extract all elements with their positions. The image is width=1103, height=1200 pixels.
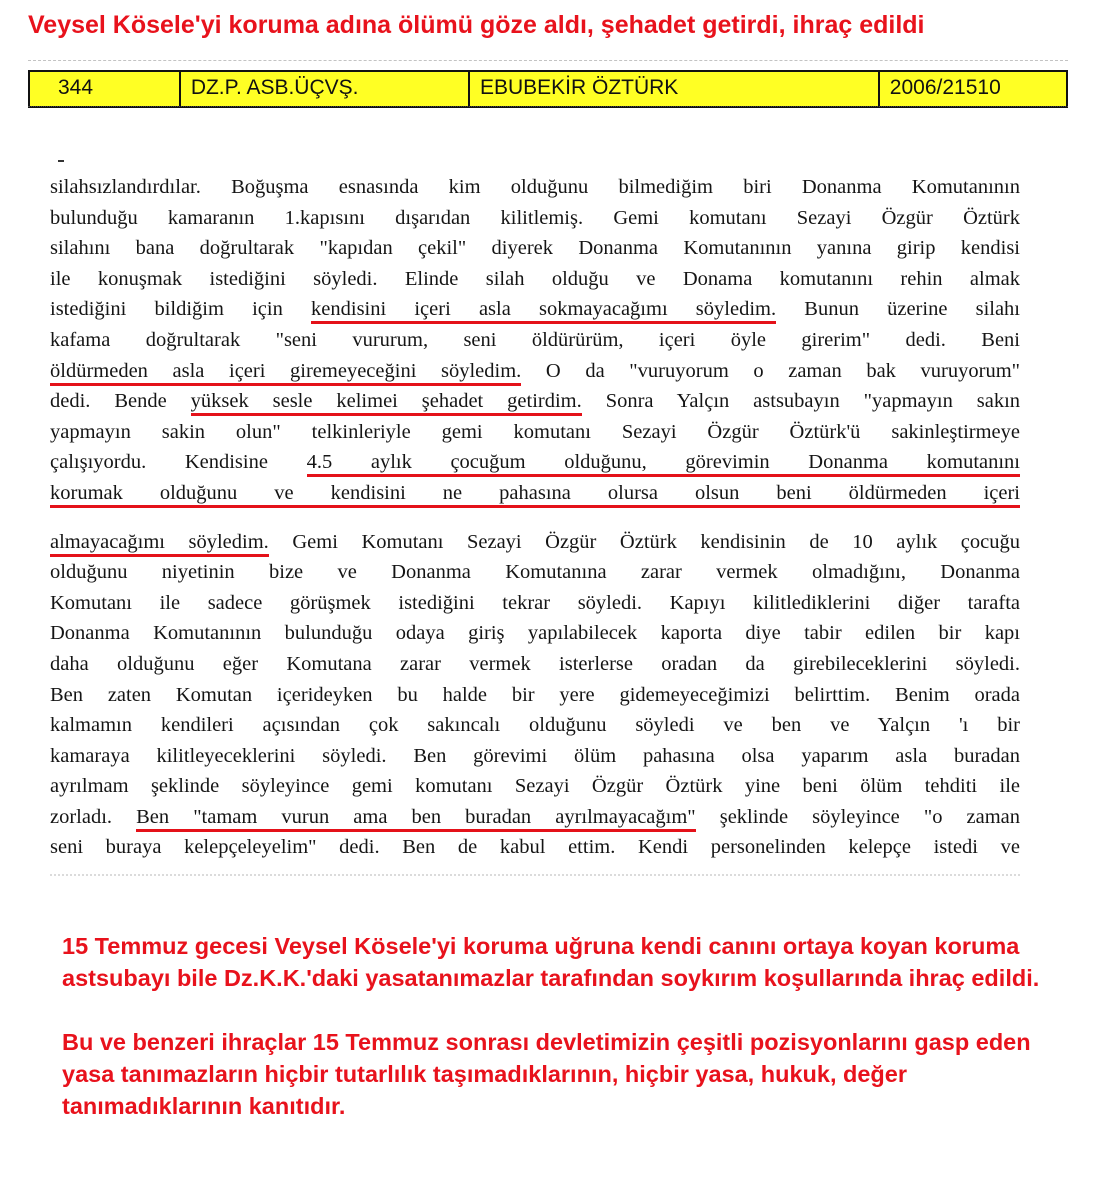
- text-segment: şeklinde söyleyince "o zaman: [719, 805, 1021, 828]
- commentary-paragraph-1: 15 Temmuz gecesi Veysel Kösele'yi koruma uğruna kendi canını ortaya koyan koruma astsubayı bile Dz.K.K.'daki yasatanımazlar tarafından soykırım koşullarında ihraç edildi.: [62, 933, 1040, 991]
- text-line: [50, 527, 1020, 558]
- text-segment: zorladı.: [50, 805, 113, 828]
- text-line: daha olduğunu eğer Komutana zarar vermek isterlerse oradan da girebileceklerini söyledi.: [50, 652, 1020, 675]
- underlined-phrase: 4.5 aylık çocuğum olduğunu, görevimin Donanma komutanını: [307, 451, 1020, 477]
- text-segment: Sonra Yalçın astsubayın "yapmayın sakın: [605, 390, 1021, 413]
- text-line: Ben zaten Komutan içerideyken bu halde bir yere gidemeyeceğimizi belirttim. Benim orada: [50, 683, 1020, 706]
- headline: Veysel Kösele'yi koruma adına ölümü göze aldı, şehadet getirdi, ihraç edildi: [28, 11, 925, 39]
- reference-cell: 2006/21510: [880, 72, 1068, 106]
- text-line: yapmayın sakin olun" telkinleriyle gemi komutanı Sezayi Özgür Öztürk'ü sakinleştirmeye: [50, 420, 1020, 443]
- text-line: Komutanı ile sadece görüşmek istediğini tekrar söyledi. Kapıyı kilitlediklerini diğer tarafta: [50, 591, 1020, 614]
- underlined-phrase: korumak olduğunu ve kendisini ne pahasına olursa olsun beni öldürmeden içeri: [50, 482, 1020, 508]
- text-segment: O da "vuruyorum o zaman bak vuruyorum": [545, 359, 1021, 382]
- row-number-cell: 344: [28, 72, 181, 106]
- document-table-strip: [28, 60, 1068, 112]
- text-segment: istediğini bildiğim için: [50, 298, 283, 321]
- cropped-text-line: [50, 874, 1020, 890]
- table-row-above-partial: [28, 60, 1068, 69]
- text-line: [50, 802, 1020, 833]
- name-cell: EBUBEKİR ÖZTÜRK: [470, 72, 880, 106]
- text-line: [50, 386, 1020, 417]
- text-segment: çalışıyordu. Kendisine: [50, 451, 268, 474]
- text-line: kalmamın kendileri açısından çok sakıncalı olduğunu söyledi ve ben ve Yalçın 'ı bir: [50, 714, 1020, 737]
- text-line: [50, 478, 1020, 509]
- text-line: [50, 447, 1020, 478]
- text-line: bulunduğu kamaranın 1.kapısını dışarıdan kilitlemiş. Gemi komutanı Sezayi Özgür Öztürk: [50, 206, 1020, 229]
- text-line: [50, 294, 1020, 325]
- commentary-paragraph-2: Bu ve benzeri ihraçlar 15 Temmuz sonrası devletimizin çeşitli pozisyonlarını gasp eden yasa tanımazların hiçbir tutarlılık taşımadıklarının, hiçbir yasa, hukuk, değer tanımadıklarının kanıtıdır.: [62, 1029, 1031, 1119]
- highlighted-table-row: [28, 70, 1068, 108]
- scan-mark: [58, 160, 64, 162]
- text-line: ayrılmam şeklinde söyleyince gemi komutanı Sezayi Özgür Öztürk yine beni ölüm tehditi ile: [50, 775, 1020, 798]
- table-row-below-partial: [28, 106, 1068, 113]
- text-line: kafama doğrultarak "seni vururum, seni öldürürüm, içeri öyle girerim" dedi. Beni: [50, 328, 1020, 351]
- text-line: kamaraya kilitleyeceklerini söyledi. Ben görevimi ölüm pahasına olsa yaparım asla buradan: [50, 744, 1020, 767]
- underlined-phrase: öldürmeden asla içeri giremeyeceğini söyledim.: [50, 360, 521, 386]
- text-segment: dedi. Bende: [50, 390, 167, 413]
- underlined-phrase: yüksek sesle kelimei şehadet getirdim.: [191, 390, 582, 416]
- text-line: olduğunu niyetinin bize ve Donanma Komutanına zarar vermek olmadığını, Donanma: [50, 561, 1020, 584]
- underlined-phrase: Ben "tamam vurun ama ben buradan ayrılmayacağım": [136, 806, 696, 832]
- text-segment: Gemi Komutanı Sezayi Özgür Öztürk kendisinin de 10 aylık çocuğu: [292, 530, 1021, 553]
- text-line: silahsızlandırdılar. Boğuşma esnasında kim olduğunu bilmediğim biri Donanma Komutanının: [50, 176, 1020, 198]
- text-line: ile konuşmak istediğini söyledi. Elinde silah olduğu ve Donama komutanını rehin almak: [50, 267, 1020, 290]
- text-line: [50, 356, 1020, 387]
- testimony-text: [50, 172, 1020, 863]
- text-line: Donanma Komutanının bulunduğu odaya giriş yapılabilecek kaporta diye tabir edilen bir kapı: [50, 622, 1020, 645]
- commentary: [62, 930, 1072, 1154]
- text-line: seni buraya kelepçeleyelim" dedi. Ben de kabul ettim. Kendi personelinden kelepçe istedi ve: [50, 836, 1020, 859]
- text-line: silahını bana doğrultarak "kapıdan çekil" diyerek Donanma Komutanının yanına girip kendisi: [50, 237, 1020, 260]
- rank-cell: DZ.P. ASB.ÜÇVŞ.: [181, 72, 470, 106]
- underlined-phrase: almayacağımı söyledim.: [50, 531, 269, 557]
- text-segment: Bunun üzerine silahı: [804, 298, 1021, 321]
- underlined-phrase: kendisini içeri asla sokmayacağımı söyledim.: [311, 298, 776, 324]
